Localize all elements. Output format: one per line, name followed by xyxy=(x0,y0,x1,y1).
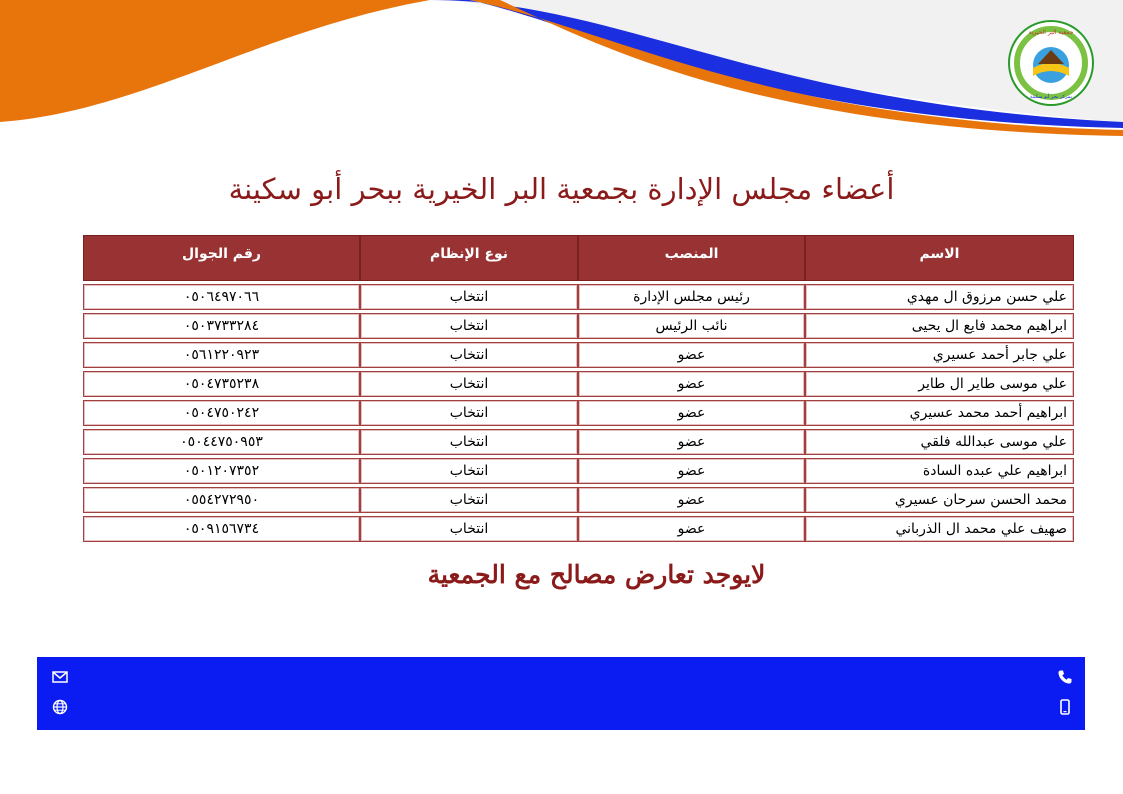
cell-name: ابراهيم أحمد محمد عسيري xyxy=(805,400,1074,426)
cell-position: عضو xyxy=(578,400,805,426)
cell-name: علي موسى طاير ال طاير xyxy=(805,371,1074,397)
page-title: أعضاء مجلس الإدارة بجمعية البر الخيرية ببحر أبو سكينة xyxy=(228,172,895,206)
cell-membership-type: انتخاب xyxy=(360,313,578,339)
logo-text-top: جمعية البر الخيرية xyxy=(1028,29,1074,36)
table-row xyxy=(83,516,1074,542)
table-row xyxy=(83,429,1074,455)
header-wave xyxy=(0,0,1123,140)
table-row xyxy=(83,458,1074,484)
table-row xyxy=(83,487,1074,513)
footer-bar xyxy=(37,657,1085,730)
cell-mobile: ٠٥٥٤٢٧٢٩٥٠ xyxy=(83,487,360,513)
cell-mobile: ٠٥٠٩١٥٦٧٣٤ xyxy=(83,516,360,542)
cell-membership-type: انتخاب xyxy=(360,371,578,397)
cell-name: علي جابر أحمد عسيري xyxy=(805,342,1074,368)
cell-name: ابراهيم محمد فايع ال يحيى xyxy=(805,313,1074,339)
cell-mobile: ٠٥٠٦٤٩٧٠٦٦ xyxy=(83,284,360,310)
cell-name: محمد الحسن سرحان عسيري xyxy=(805,487,1074,513)
cell-name: علي حسن مرزوق ال مهدي xyxy=(805,284,1074,310)
logo xyxy=(1008,20,1094,106)
cell-membership-type: انتخاب xyxy=(360,429,578,455)
column-header-position: المنصب xyxy=(578,235,805,281)
members-table-container xyxy=(83,232,1074,545)
cell-membership-type: انتخاب xyxy=(360,487,578,513)
table-header-row xyxy=(83,235,1074,281)
cell-mobile: ٠٥٠٣٧٣٣٢٨٤ xyxy=(83,313,360,339)
column-header-membership-type: نوع الإنظام xyxy=(360,235,578,281)
cell-membership-type: انتخاب xyxy=(360,400,578,426)
mobile-icon xyxy=(1057,699,1073,715)
cell-mobile: ٠٥٠٤٧٣٥٢٣٨ xyxy=(83,371,360,397)
phone-icon xyxy=(1057,669,1073,685)
logo-text-bottom: بمركز بحر أبو سكينة xyxy=(1029,94,1073,100)
table-row xyxy=(83,342,1074,368)
globe-icon xyxy=(52,699,68,715)
column-header-name: الاسم xyxy=(805,235,1074,281)
cell-position: عضو xyxy=(578,516,805,542)
cell-mobile: ٠٥٠٤٧٥٠٢٤٢ xyxy=(83,400,360,426)
conflict-of-interest-note: لايوجد تعارض مصالح مع الجمعية xyxy=(427,560,766,589)
table-row xyxy=(83,313,1074,339)
cell-membership-type: انتخاب xyxy=(360,284,578,310)
table-row xyxy=(83,400,1074,426)
cell-name: علي موسى عبدالله فلقي xyxy=(805,429,1074,455)
members-table xyxy=(83,232,1074,545)
cell-position: عضو xyxy=(578,429,805,455)
cell-mobile: ٠٥٠٤٤٧٥٠٩٥٣ xyxy=(83,429,360,455)
cell-position: عضو xyxy=(578,342,805,368)
column-header-mobile: رقم الجوال xyxy=(83,235,360,281)
cell-position: عضو xyxy=(578,458,805,484)
mail-icon xyxy=(52,669,68,685)
cell-position: عضو xyxy=(578,371,805,397)
cell-position: عضو xyxy=(578,487,805,513)
table-row xyxy=(83,371,1074,397)
table-row xyxy=(83,284,1074,310)
cell-position: نائب الرئيس xyxy=(578,313,805,339)
cell-mobile: ٠٥٠١٢٠٧٣٥٢ xyxy=(83,458,360,484)
cell-membership-type: انتخاب xyxy=(360,342,578,368)
cell-membership-type: انتخاب xyxy=(360,516,578,542)
cell-position: رئيس مجلس الإدارة xyxy=(578,284,805,310)
cell-name: صهيف علي محمد ال الذرباني xyxy=(805,516,1074,542)
cell-mobile: ٠٥٦١٢٢٠٩٢٣ xyxy=(83,342,360,368)
cell-name: ابراهيم علي عبده السادة xyxy=(805,458,1074,484)
cell-membership-type: انتخاب xyxy=(360,458,578,484)
